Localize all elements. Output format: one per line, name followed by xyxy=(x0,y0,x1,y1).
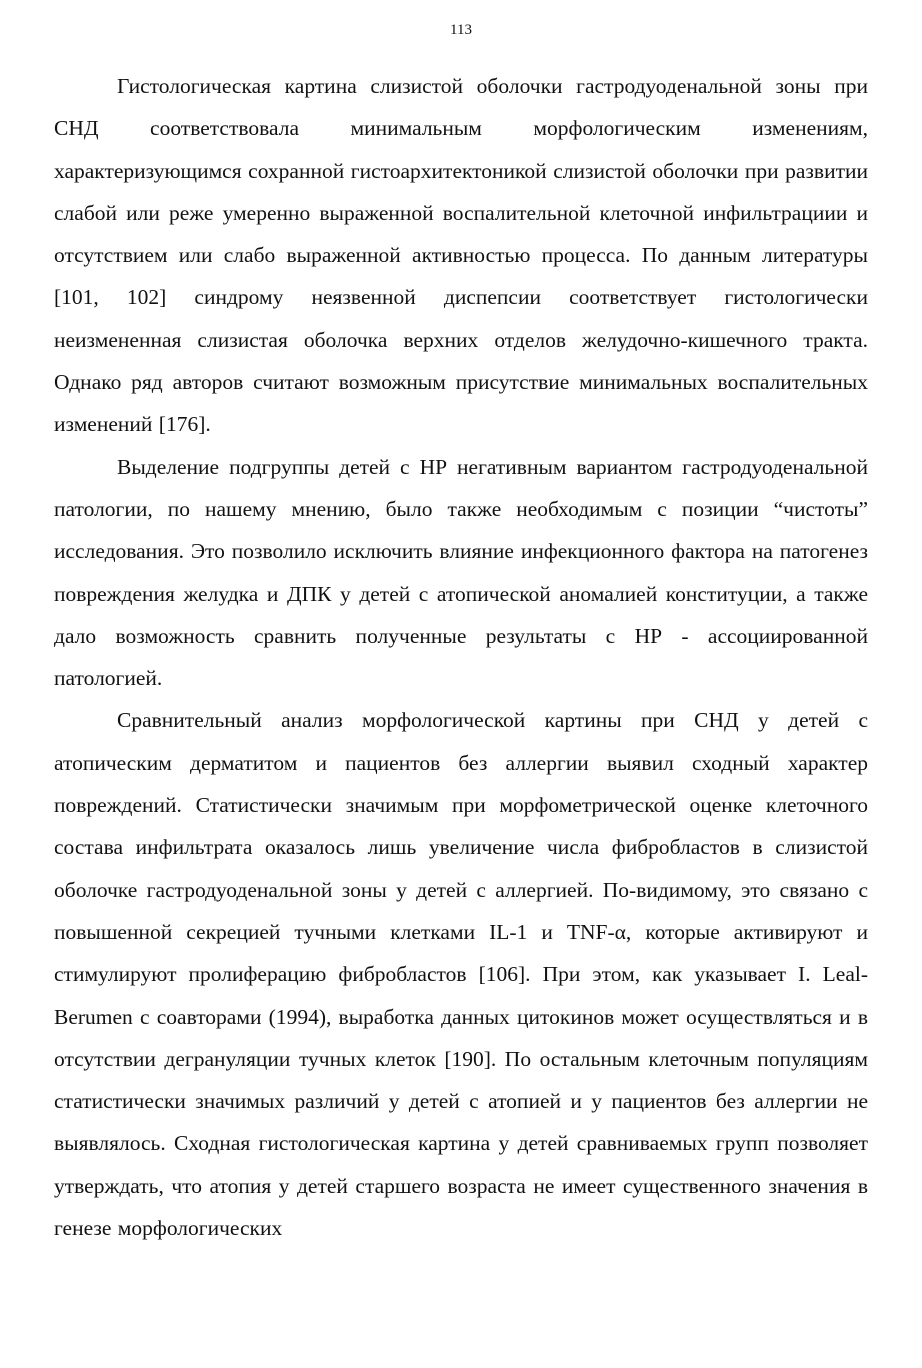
paragraph-comparative-analysis: Сравнительный анализ морфологической картины при СНД у детей с атопическим дерматитом и пациентов без аллергии выявил сходный характер повреждений. Статистически значимым при морфометрической оценке клеточного состава инфильтрата оказалось лишь увеличение числа фибробластов в слизистой оболочке гастродуоденальной зоны у детей с аллергией. По-видимому, это связано с повышенной секрецией тучными клетками IL-1 и TNF-α, которые активируют и стимулируют пролиферацию фибробластов [106]. При этом, как указывает I. Leal-Berumen с соавторами (1994), выработка данных цитокинов может осуществляться и в отсутствии дегрануляции тучных клеток [190]. По остальным клеточным популяциям статистически значимых различий у детей с атопией и у пациентов без аллергии не выявлялось. Сходная гистологическая картина у детей сравниваемых групп позволяет утверждать, что атопия у детей старшего возраста не имеет существенного значения в генезе морфологических xyxy=(54,708,868,1241)
paragraph-histology: Гистологическая картина слизистой оболочки гастродуоденальной зоны при СНД соответствовала минимальным морфологическим изменениям, характеризующимся сохранной гистоархитектоникой слизистой оболочки при развитии слабой или реже умеренно выраженной воспалительной клеточной инфильтрациии и отсутствием или слабо выраженной активностью процесса. По данным литературы [101, 102] синдрому неязвенной диспепсии соответствует гистологически неизмененная слизистая оболочка верхних отделов желудочно-кишечного тракта. Однако ряд авторов считают возможным присутствие минимальных воспалительных изменений [176]. xyxy=(54,74,868,437)
page-number: 113 xyxy=(450,22,472,38)
document-body xyxy=(54,65,868,1249)
paragraph-hp-negative-subgroup: Выделение подгруппы детей с НР негативным вариантом гастродуоденальной патологии, по нашему мнению, было также необходимым с позиции “чистоты” исследования. Это позволило исключить влияние инфекционного фактора на патогенез повреждения желудка и ДПК у детей с атопической аномалией конституции, а также дало возможность сравнить полученные результаты с НР - ассоциированной патологией. xyxy=(54,454,868,691)
